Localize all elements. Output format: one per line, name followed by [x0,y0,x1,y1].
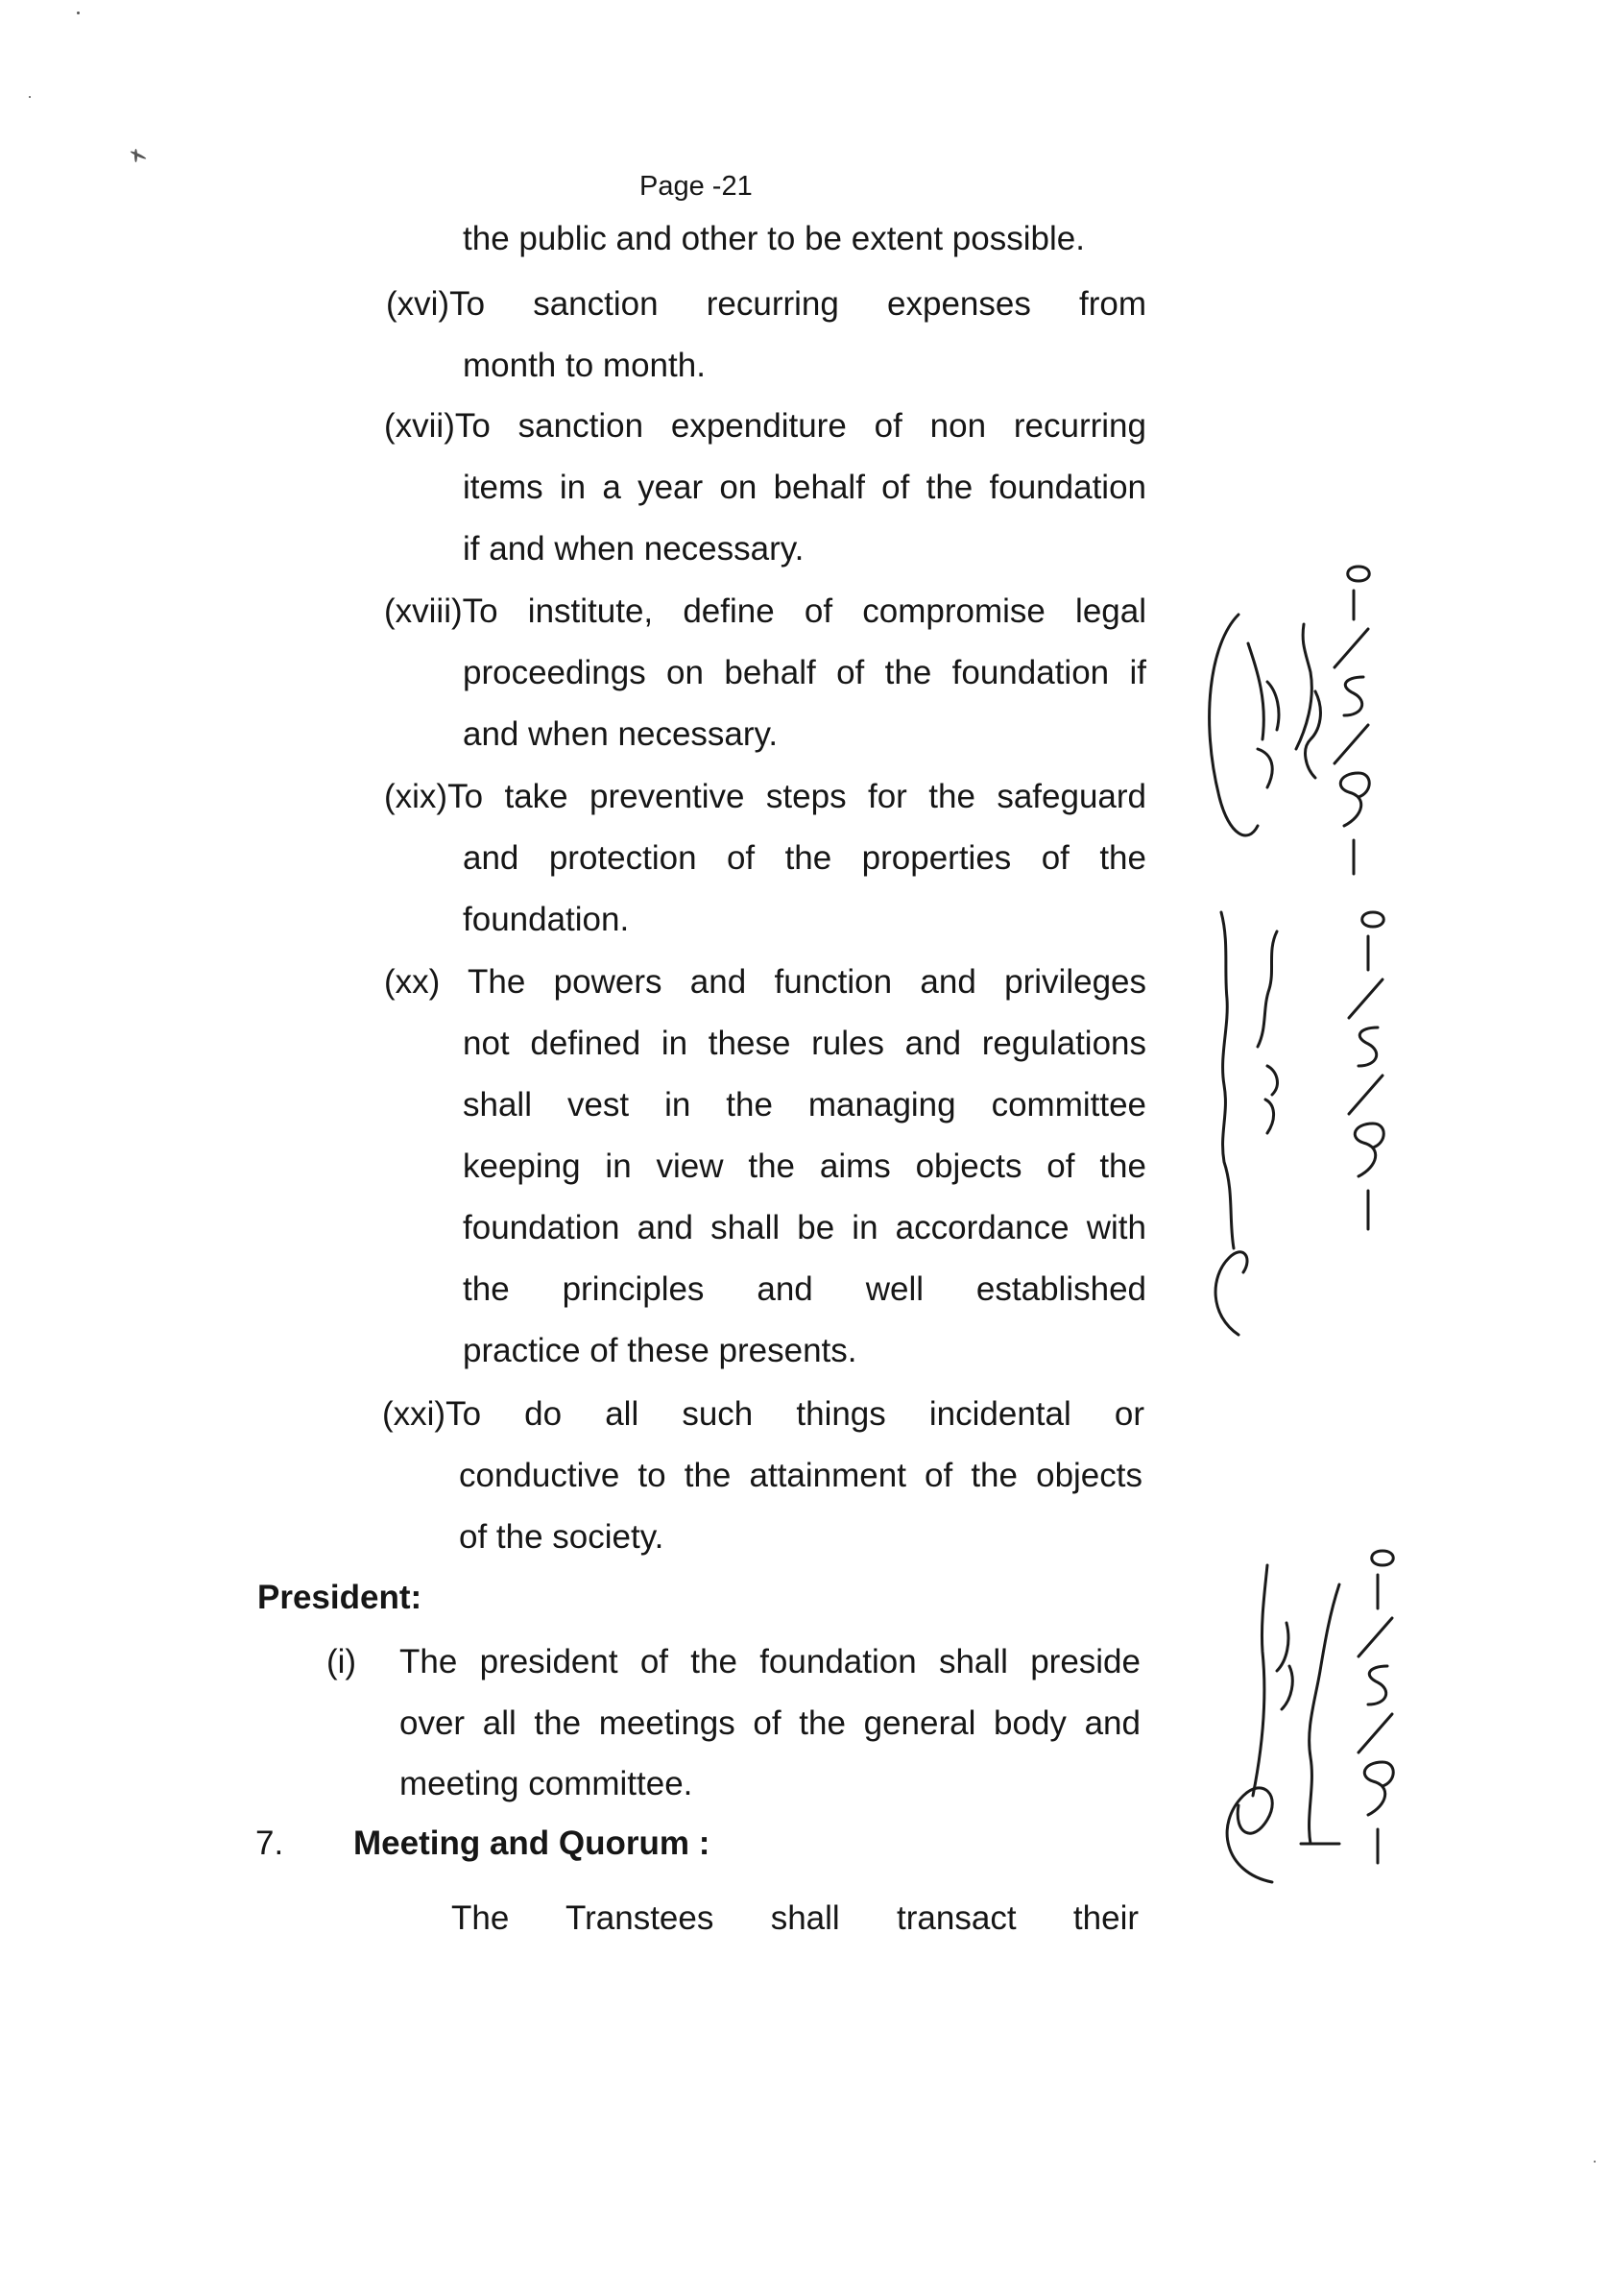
president-heading: President: [257,1579,422,1616]
item-xvii-label: (xvii) [384,407,455,445]
item-xvi-line-2: month to month. [463,347,706,384]
item-xvii-line-1: (xvii)To sanction expenditure of non recurring [384,407,1146,445]
president-line-3: meeting committee. [399,1765,693,1802]
item-xx-line-5: foundation and shall be in accordance with [463,1209,1146,1246]
item-xviii-line-3: and when necessary. [463,715,779,753]
item-xxi-line-2: conductive to the attainment of the objects [459,1457,1142,1494]
item-xxi-line-3: of the society. [459,1518,664,1556]
president-line-1: The president of the foundation shall preside [399,1643,1141,1680]
section-7-heading: Meeting and Quorum : [353,1825,710,1862]
scan-speck [1594,2161,1596,2163]
item-xix-line-3: foundation. [463,901,630,938]
item-xx-line-4: keeping in view the aims objects of the [463,1148,1146,1185]
item-xvii-line-3: if and when necessary. [463,530,805,568]
president-signature [1200,912,1392,1359]
item-xxi-label: (xxi) [382,1395,446,1433]
item-xx-line-3: shall vest in the managing committee [463,1086,1146,1124]
item-xviii-line-2: proceedings on behalf of the foundation if [463,654,1146,691]
item-xx-label: (xx) [384,963,441,1001]
item-xx-line-2: not defined in these rules and regulations [463,1025,1146,1062]
section-7-number: 7. [255,1825,284,1862]
page-number: Page -21 [639,171,753,202]
item-xx-line-6: the principles and well established [463,1270,1146,1308]
president-line-2: over all the meetings of the general body and [399,1704,1141,1742]
scan-mark [130,150,147,159]
treasurer-signature [1195,1556,1407,1906]
item-xix-line-2: and protection of the properties of the [463,839,1146,877]
item-xxi-line-1: (xxi)To do all such things incidental or [382,1395,1144,1433]
secretary-signature [1190,586,1383,898]
scan-speck [77,12,80,14]
item-xix-line-1: (xix)To take preventive steps for the safeguard [384,778,1146,815]
item-xviii-line-1: (xviii)To institute, define of compromise legal [384,592,1146,630]
item-xvi-label: (xvi) [386,285,450,323]
scan-mark [134,149,137,162]
item-xix-label: (xix) [384,778,448,815]
item-xviii-label: (xviii) [384,592,463,630]
item-xx-line-7: practice of these presents. [463,1332,857,1369]
scan-speck [29,96,31,98]
carry-over-line: the public and other to be extent possible. [463,220,1085,257]
item-xvii-line-2: items in a year on behalf of the foundation [463,469,1146,506]
item-xx-line-1: (xx) The powers and function and privileges [384,963,1146,1001]
section-7-text: The Transtees shall transact their [451,1899,1139,1937]
president-item-label: (i) [326,1643,357,1680]
item-xvi-line-1: (xvi)To sanction recurring expenses from [386,285,1146,323]
